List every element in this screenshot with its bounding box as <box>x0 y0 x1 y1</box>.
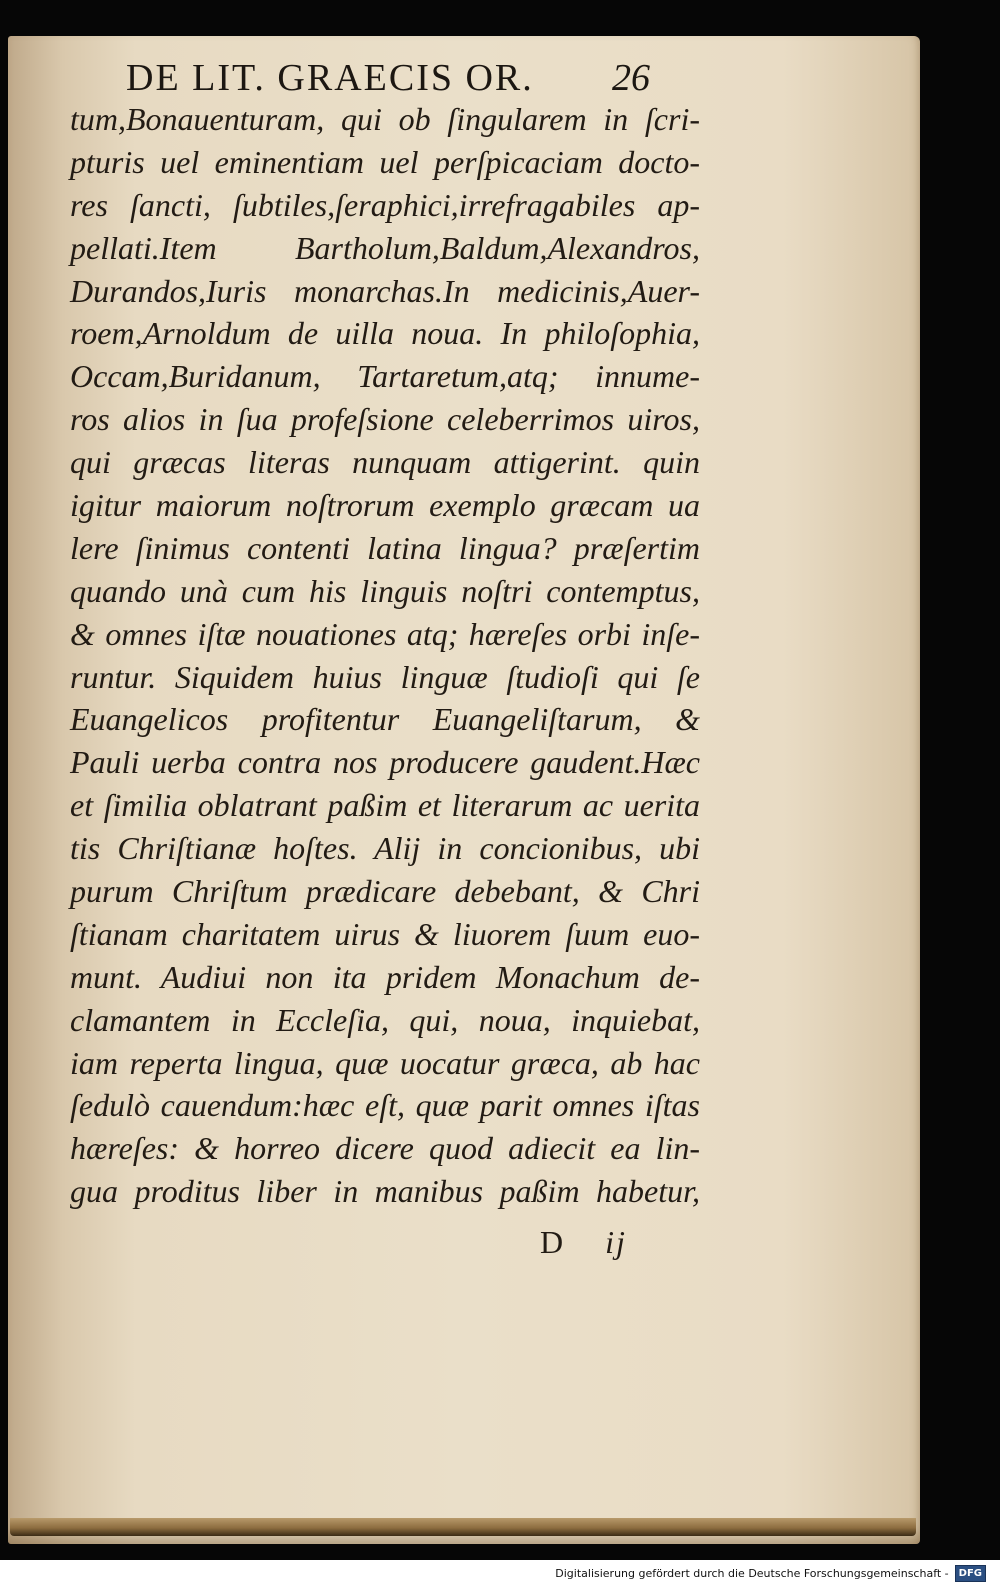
text-line: ſtianam charitatem uirus & liuorem ſuum euo- <box>70 915 700 952</box>
text-line: pellati.Item Bartholum,Baldum,Alexandros, <box>70 229 700 266</box>
signature-mark <box>540 1224 627 1261</box>
signature-numeral: ij <box>605 1224 627 1260</box>
page-edge <box>10 1518 916 1536</box>
running-title: DE LIT. GRAECIS OR. <box>126 57 534 99</box>
text-line: hæreſes: & horreo dicere quod adiecit ea lin- <box>70 1130 700 1167</box>
text-line: Pauli uerba contra nos producere gaudent.Hæc <box>70 744 700 781</box>
text-line: quando unà cum his linguis noſtri contemptus, <box>70 572 700 609</box>
text-line: munt. Audiui non ita pridem Monachum de- <box>70 958 700 995</box>
text-line: & omnes iſtæ nouationes atq; hæreſes orbi inſe- <box>70 615 700 652</box>
text-line: clamantem in Eccleſia, qui, noua, inquiebat, <box>70 1001 700 1038</box>
page-number: 26 <box>612 57 650 99</box>
text-line: gua proditus liber in manibus paßim habetur, <box>70 1173 700 1210</box>
dfg-logo-icon: DFG <box>955 1565 986 1582</box>
running-head <box>0 50 1000 100</box>
text-line: runtur. Siquidem huius linguæ ſtudioſi qui ſe <box>70 658 700 695</box>
text-line: qui græcas literas nunquam attigerint. quin <box>70 444 700 481</box>
text-line: Occam,Buridanum, Tartaretum,atq; innume- <box>70 358 700 395</box>
text-line: iam reperta lingua, quæ uocatur græca, ab hac <box>70 1044 700 1081</box>
text-block <box>70 98 700 1213</box>
text-line: pturis uel eminentiam uel perſpicaciam docto- <box>70 143 700 180</box>
text-line: res ſancti, ſubtiles,ſeraphici,irrefragabiles ap- <box>70 186 700 223</box>
text-line: roem,Arnoldum de uilla noua. In philoſophia, <box>70 315 700 352</box>
text-line: Durandos,Iuris monarchas.In medicinis,Auer- <box>70 272 700 309</box>
text-line: purum Chriſtum prædicare debebant, & Chri <box>70 873 700 910</box>
digitization-footer <box>555 1562 986 1584</box>
text-line: ros alios in ſua profeſsione celeberrimos uiros, <box>70 401 700 438</box>
signature-letter: D <box>540 1224 566 1260</box>
text-line: tis Chriſtianæ hoſtes. Alij in concionibus, ubi <box>70 830 700 867</box>
text-line: lere ſinimus contenti latina lingua? præſertim <box>70 529 700 566</box>
text-line: Euangelicos profitentur Euangeliſtarum, & <box>70 701 700 738</box>
footer-credit: Digitalisierung gefördert durch die Deutsche Forschungsgemeinschaft - <box>555 1566 949 1580</box>
text-line: igitur maiorum noſtrorum exemplo græcam ua <box>70 487 700 524</box>
text-line: tum,Bonauenturam, qui ob ſingularem in ſcri- <box>70 101 700 137</box>
text-line: et ſimilia oblatrant paßim et literarum ac uerita <box>70 787 700 824</box>
text-line: ſedulò cauendum:hæc eſt, quæ parit omnes iſtas <box>70 1087 700 1124</box>
